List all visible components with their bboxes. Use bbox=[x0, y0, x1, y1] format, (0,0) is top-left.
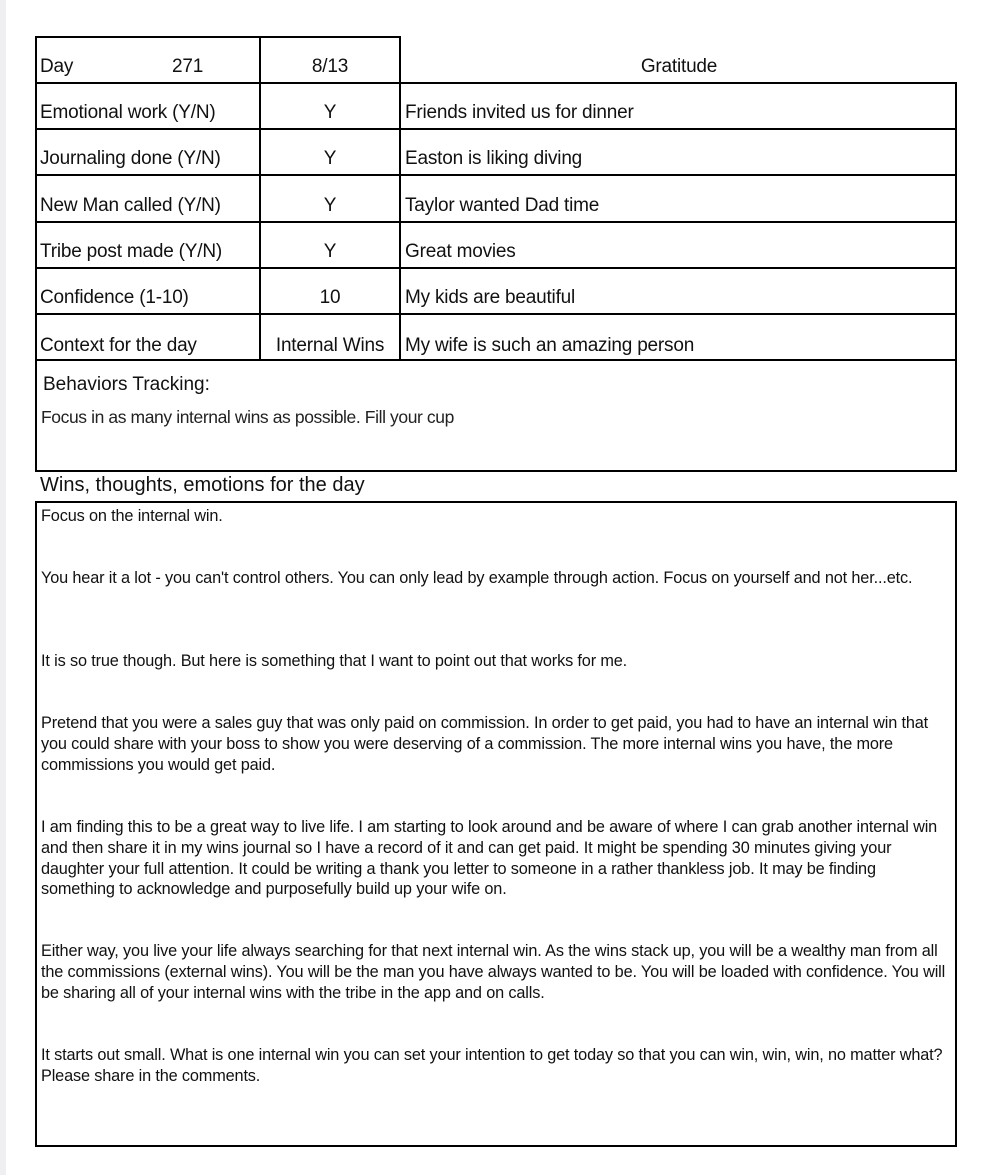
row-label-journaling: Journaling done (Y/N) bbox=[40, 148, 221, 169]
wins-paragraph: Either way, you live your life always searching for that next internal win. As the wins stack up, you will be a wealthy man from all the commissions (external wins). You will be the man you have always wanted to be. You will be loaded with confidence. You will be sharing all of your internal wins with the tribe in the app and on calls. bbox=[41, 942, 946, 1002]
gratitude-heading: Gratitude bbox=[640, 56, 718, 77]
behaviors-title: Behaviors Tracking: bbox=[43, 374, 210, 395]
gratitude-item[interactable]: My kids are beautiful bbox=[405, 287, 576, 308]
row-value-confidence[interactable]: 10 bbox=[319, 287, 341, 308]
row-label-new-man-called: New Man called (Y/N) bbox=[40, 195, 221, 216]
left-margin-strip bbox=[0, 0, 6, 1175]
wins-heading: Wins, thoughts, emotions for the day bbox=[40, 474, 365, 496]
behaviors-tracking-box bbox=[35, 360, 957, 472]
gratitude-item[interactable]: Friends invited us for dinner bbox=[405, 102, 634, 123]
gratitude-item[interactable]: My wife is such an amazing person bbox=[405, 335, 695, 356]
wins-paragraph: Focus on the internal win. bbox=[41, 507, 223, 525]
row-value-tribe-post[interactable]: Y bbox=[323, 241, 337, 262]
row-value-context[interactable]: Internal Wins bbox=[275, 335, 385, 356]
column-divider bbox=[259, 36, 261, 361]
row-value-journaling[interactable]: Y bbox=[323, 148, 337, 169]
day-label: Day bbox=[40, 56, 74, 77]
row-label-context: Context for the day bbox=[40, 335, 197, 356]
wins-text-box[interactable] bbox=[35, 501, 957, 1147]
wins-paragraph: It is so true though. But here is something that I want to point out that works for me. bbox=[41, 652, 628, 670]
behaviors-text[interactable]: Focus in as many internal wins as possible. Fill your cup bbox=[41, 407, 454, 427]
row-label-confidence: Confidence (1-10) bbox=[40, 287, 189, 308]
row-label-tribe-post: Tribe post made (Y/N) bbox=[40, 241, 222, 262]
wins-paragraph: You hear it a lot - you can't control others. You can only lead by example through action. Focus on yourself and not her...etc. bbox=[41, 569, 913, 587]
gratitude-item[interactable]: Easton is liking diving bbox=[405, 148, 583, 169]
row-label-emotional-work: Emotional work (Y/N) bbox=[40, 102, 216, 123]
gratitude-item[interactable]: Great movies bbox=[405, 241, 516, 262]
table-right-border bbox=[955, 82, 957, 361]
day-number: 271 bbox=[172, 56, 204, 77]
gratitude-item[interactable]: Taylor wanted Dad time bbox=[405, 195, 600, 216]
wins-paragraph: I am finding this to be a great way to live life. I am starting to look around and be aware of where I can grab another internal win and then share it in my wins journal so I have a record of it and can get paid. It might be spending 30 minutes giving your daughter your full attention. It could be writing a thank you letter to someone in a rather thankless job. It may be finding something to acknowledge and purposefully build up your wife on. bbox=[41, 818, 938, 899]
row-value-new-man-called[interactable]: Y bbox=[323, 195, 337, 216]
wins-paragraph: It starts out small. What is one internal win you can set your intention to get today so that you can win, win, win, no matter what? Please share in the comments. bbox=[41, 1046, 943, 1085]
table-left-border bbox=[35, 36, 37, 361]
date-value: 8/13 bbox=[311, 56, 349, 77]
row-value-emotional-work[interactable]: Y bbox=[323, 102, 337, 123]
column-divider bbox=[399, 36, 401, 361]
wins-paragraph: Pretend that you were a sales guy that was only paid on commission. In order to get paid, you had to have an internal win that you could share with your boss to show you were deserving of a commission. The more internal wins you have, the more commissions you would get paid. bbox=[41, 714, 929, 774]
